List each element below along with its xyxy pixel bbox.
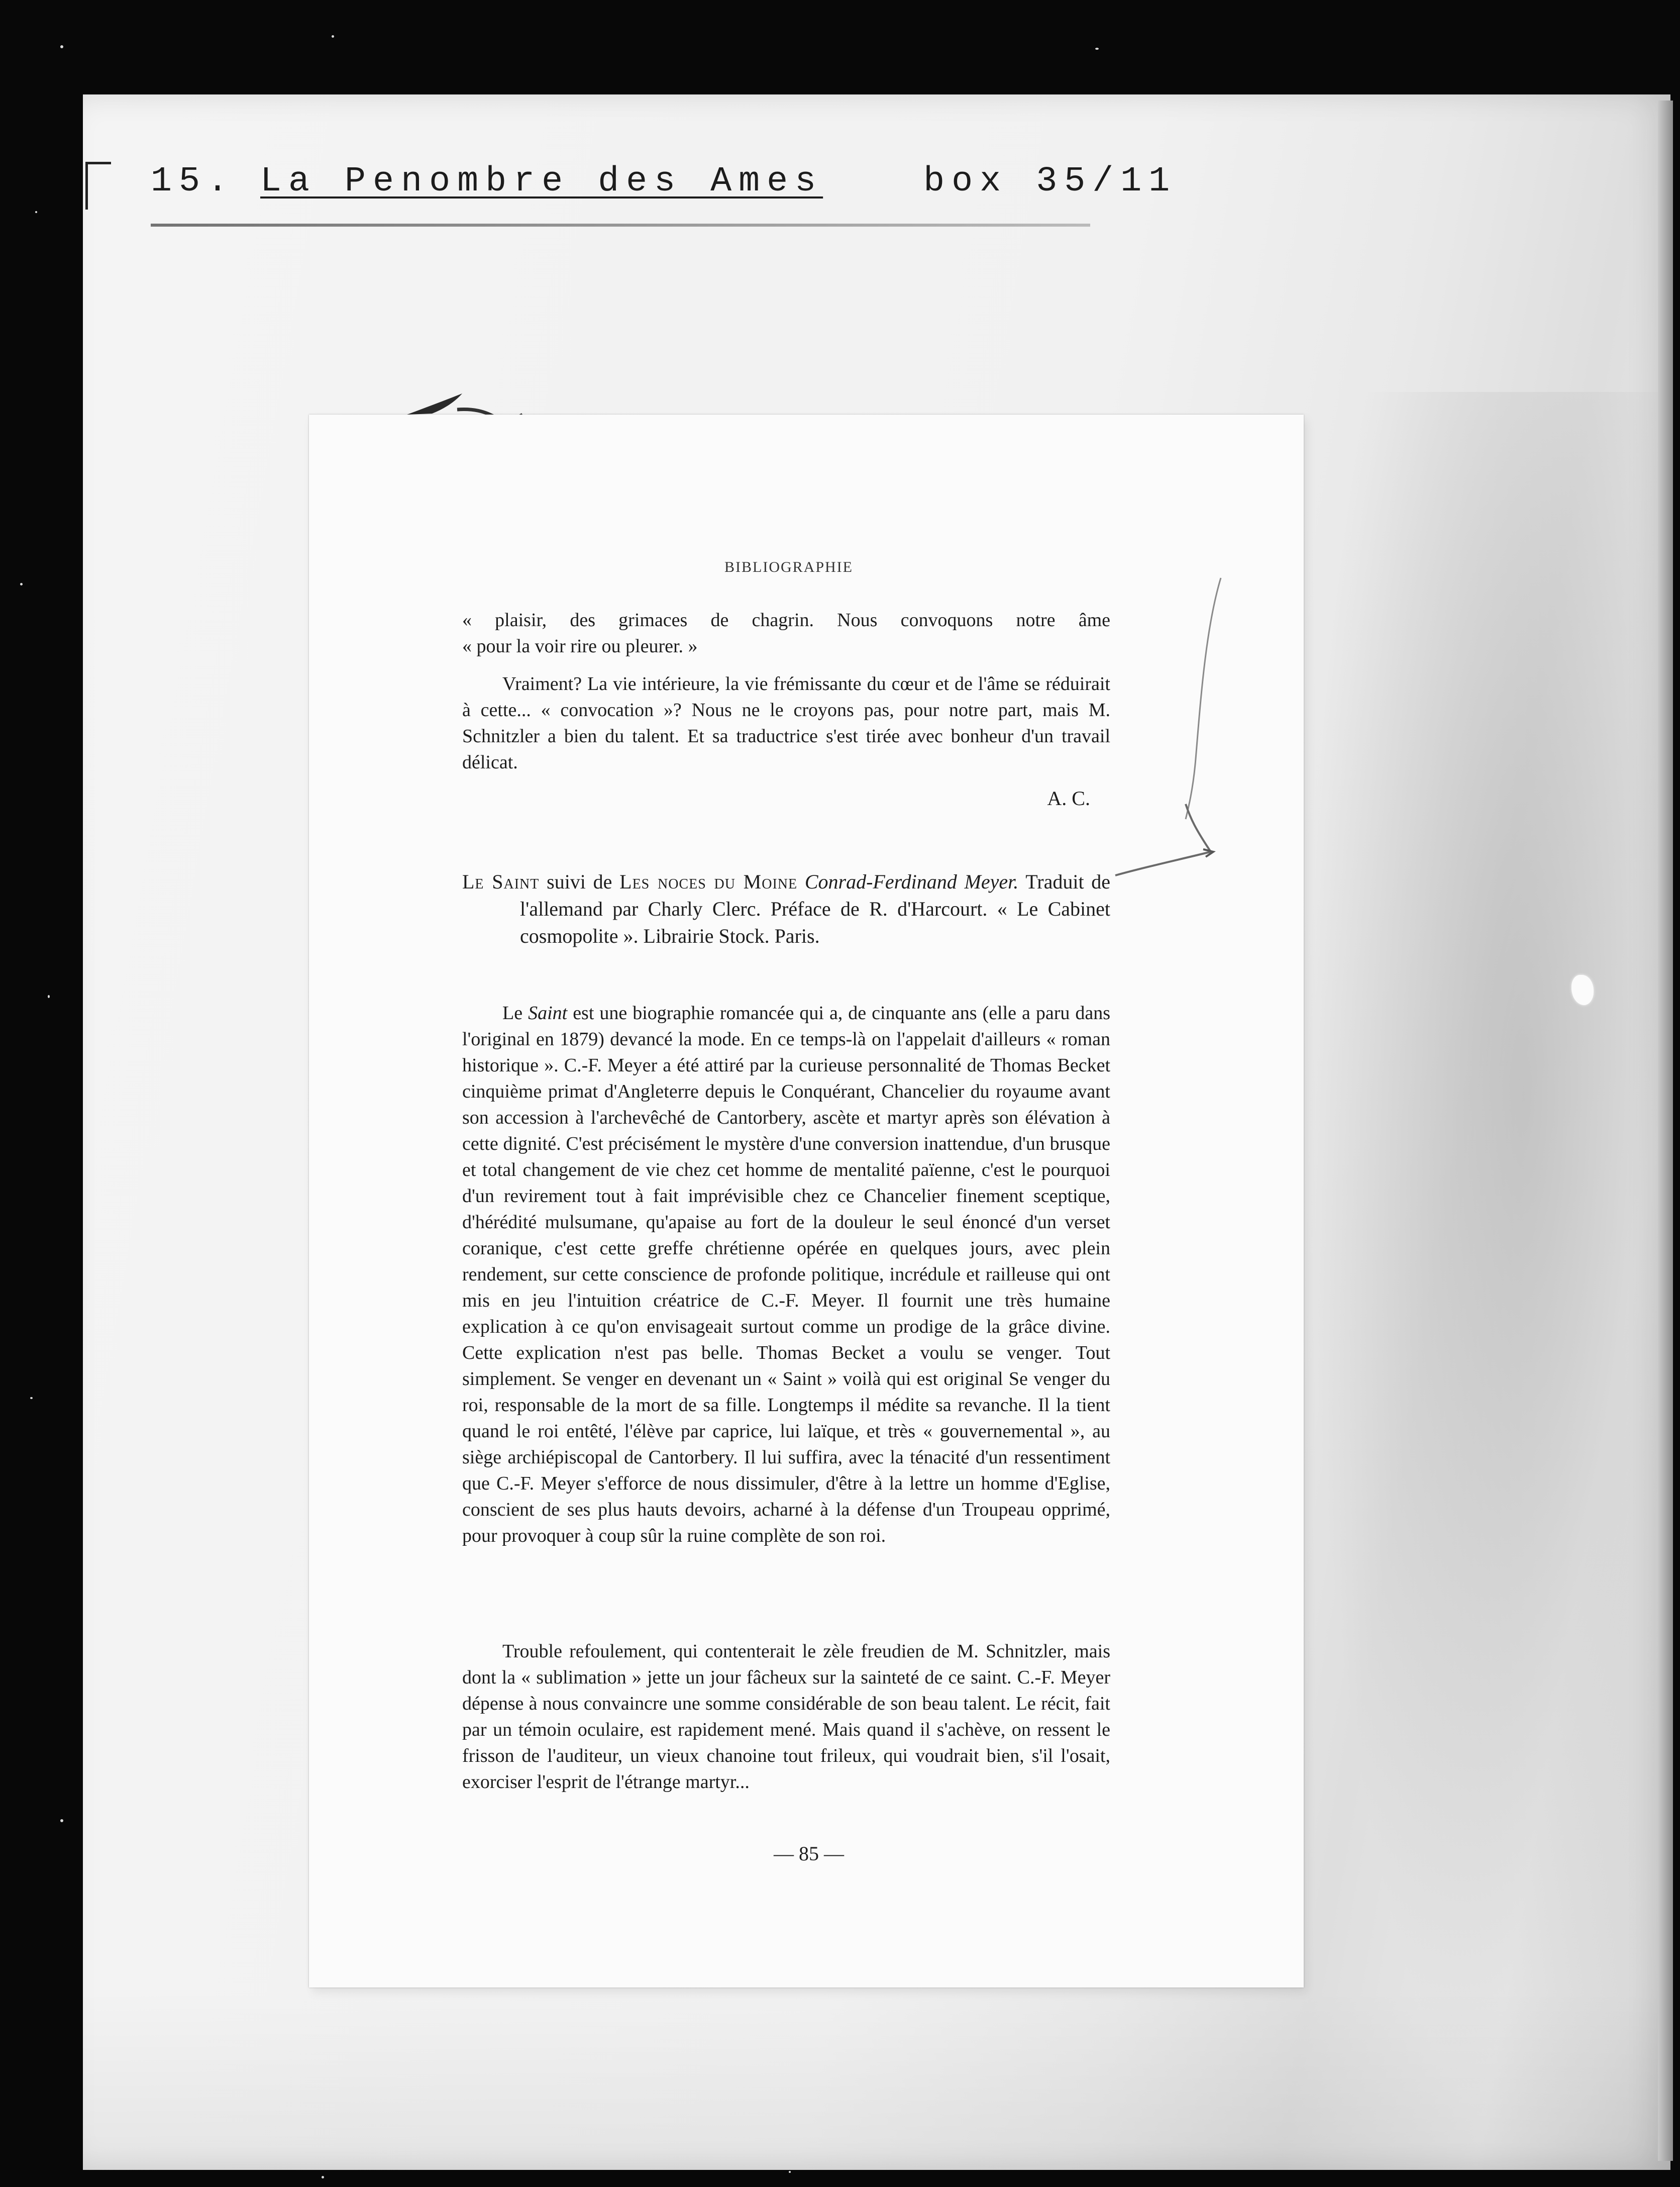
sheet-right-edge: [1658, 101, 1673, 2161]
bibliography-entry: [462, 868, 1110, 950]
typed-header: [151, 162, 1177, 207]
quote-block: [462, 607, 1110, 659]
header-title: La Penombre des Ames: [260, 162, 823, 202]
sheet-bottom-shade: [83, 1990, 1670, 2171]
film-speck: [322, 2176, 324, 2178]
header-box: box 35/11: [923, 162, 1177, 202]
pencil-bracket-icon: [1095, 568, 1226, 889]
sheet-shadow: [1306, 392, 1668, 2151]
running-head: BIBLIOGRAPHIE: [724, 559, 853, 575]
paragraph-2-italic: Saint: [528, 1003, 568, 1024]
film-speck: [789, 2171, 791, 2173]
entry-details: Traduit de l'allemand par Charly Clerc. Préface de R. d'Harcourt. « Le Cabinet cosmopolite ». Librairie Stock. Paris.: [520, 870, 1111, 947]
film-speck: [20, 583, 23, 585]
film-speck: [60, 45, 63, 48]
paragraph-1: [462, 671, 1110, 775]
paragraph-2-text: est une biographie romancée qui a, de cinquante ans (elle a paru dans l'original en 1879) devancé la mode. En ce temps-là on l'appelait d'ailleurs « roman historique ». C.-F. Meyer a été attiré par la curieuse personnalité de Thomas Becket cinquième primat d'Angleterre depuis le Conquérant, Chancelier du royaume avant son accession à l'archevêché de Cantorbery, ascète et martyr après son élévation à cette dignité. C'est précisément le mystère d'une conversion inattendue, d'un brusque et total changement de vie chez cet homme de mentalité païenne, c'est le pourquoi d'un revirement tout à fait imprévisible chez ce Chancelier finement sceptique, d'hérédité mulsumane, qu'apaise au fort de la douleur le seul énoncé d'un verset coranique, c'est cette greffe chrétienne opérée en quelques jours, avec plein rendement, sur cette conscience de profonde politique, incrédule et railleuse qui ont mis en jeu l'intuition créatrice de C.-F. Meyer. Il fournit une très humaine explication à ce qu'on envisageait surtout comme un prodige de la grâce divine. Cette explication n'est pas belle. Thomas Becket a voulu se venger. Tout simplement. Se venger en devenant un « Saint » voilà qui est original Se venger du roi, responsable de la mort de sa fille. Longtemps il médite sa revanche. Il la tient quand le roi entêté, l'élève par caprice, lui laïque, et très « gouvernemental », au siège archiépiscopal de Cantorbery. Il lui suffira, avec la ténacité d'un ressentiment que C.-F. Meyer s'efforce de nous dissimuler, d'être à la lettre un homme d'Eglise, conscient de ses plus hauts devoirs, acharné à la défense d'un Troupeau opprimé, pour provoquer à coup sûr la ruine complète de son roi.: [462, 1003, 1111, 1546]
film-speck: [48, 995, 50, 998]
entry-title-1: Le Saint: [462, 870, 540, 893]
quote-line: « plaisir, des grimaces de chagrin. Nous convoquons notre âme: [462, 610, 1110, 631]
header-number: 15.: [151, 162, 236, 202]
film-speck: [30, 1397, 33, 1399]
quote-line: « pour la voir rire ou pleurer. »: [462, 636, 698, 657]
paragraph-1-text: Vraiment? La vie intérieure, la vie frémissante du cœur et de l'âme se réduirait à cette... « convocation »? Nous ne le croyons pas, pour notre part, mais M. Schnitzler a bien du talent. Et sa traductrice s'est tirée avec bonheur d'un travail délicat.: [462, 673, 1110, 773]
paragraph-2: [462, 1000, 1110, 1549]
film-speck: [35, 211, 37, 213]
paragraph-3: [462, 1638, 1110, 1795]
header-rule: [151, 224, 1090, 227]
entry-title-2: Les noces du Moine: [619, 870, 798, 893]
film-speck: [1095, 48, 1099, 50]
film-speck: [332, 35, 334, 38]
signature: A. C.: [1047, 787, 1090, 810]
corner-mark: [85, 162, 111, 210]
film-speck: [60, 1819, 63, 1822]
entry-connector: suivi de: [547, 870, 612, 893]
paragraph-3-text: Trouble refoulement, qui contenterait le zèle freudien de M. Schnitzler, mais dont la « sublimation » jette un jour fâcheux sur la sainteté de ce saint. C.-F. Meyer dépense à nous convaincre une somme considérable de son beau talent. Le récit, fait par un témoin oculaire, est rapidement mené. Mais quand il s'achève, on ressent le frisson de l'auditeur, un vieux chanoine tout frileux, qui voudrait bien, s'il l'osait, exorciser l'esprit de l'étrange martyr...: [462, 1641, 1110, 1793]
page-number: — 85 —: [774, 1842, 844, 1865]
paragraph-2-lead: Le: [502, 1003, 529, 1024]
entry-author: Conrad-Ferdinand Meyer.: [804, 870, 1019, 893]
